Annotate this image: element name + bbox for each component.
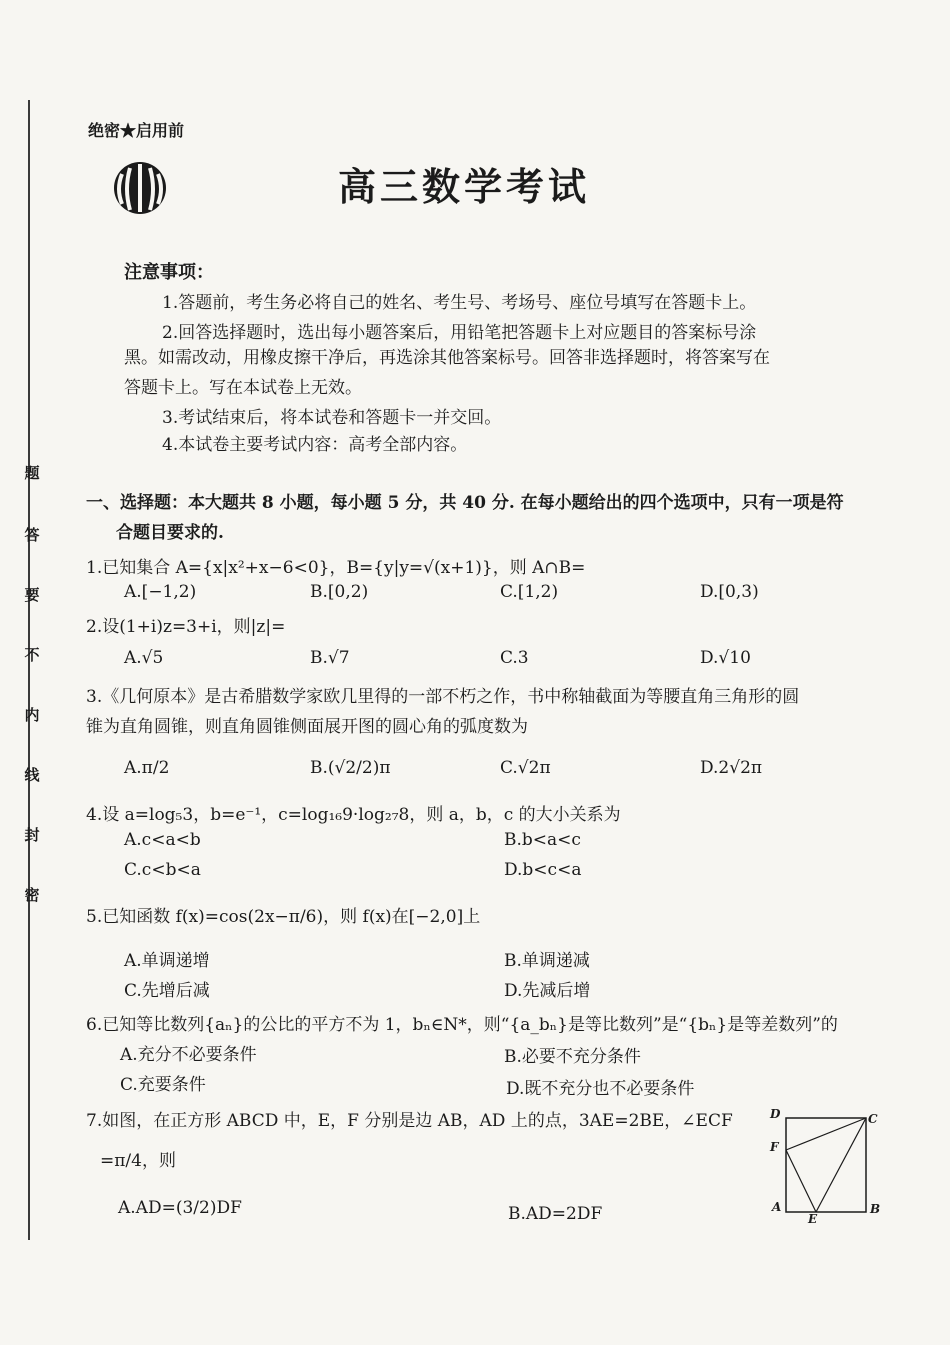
note-item: 1.答题前，考生务必将自己的姓名、考生号、考场号、座位号填写在答题卡上。 bbox=[162, 293, 757, 313]
q4-option-b: B.b<a<c bbox=[504, 830, 581, 850]
q5-option-b: B.单调递减 bbox=[504, 951, 590, 971]
figure-label-e: E bbox=[808, 1212, 818, 1226]
q7-option-a: A.AD=(3/2)DF bbox=[118, 1198, 242, 1218]
q2-option-c: C.3 bbox=[500, 648, 529, 668]
segment-fe bbox=[786, 1150, 816, 1212]
confidential-label: 绝密★启用前 bbox=[88, 121, 185, 140]
question-7-stem-cont: =π/4，则 bbox=[100, 1151, 176, 1171]
q5-option-c: C.先增后减 bbox=[124, 981, 210, 1001]
note-item: 答题卡上。写在本试卷上无效。 bbox=[124, 378, 362, 398]
square-abcd bbox=[786, 1118, 866, 1212]
segment-ec bbox=[816, 1118, 866, 1212]
question-2-stem: 2.设(1+i)z=3+i，则|z|= bbox=[86, 617, 286, 637]
question-3-stem-cont: 锥为直角圆锥，则直角圆锥侧面展开图的圆心角的弧度数为 bbox=[86, 717, 528, 737]
side-char: 线 bbox=[24, 766, 40, 784]
question-3-stem: 3.《几何原本》是古希腊数学家欧几里得的一部不朽之作，书中称轴截面为等腰直角三角形的圆 bbox=[86, 687, 800, 707]
exam-logo-icon bbox=[112, 160, 168, 216]
figure-label-a: A bbox=[772, 1200, 782, 1214]
q3-option-d: D.2√2π bbox=[700, 758, 763, 778]
side-char: 内 bbox=[24, 706, 40, 724]
question-6-stem: 6.已知等比数列{aₙ}的公比的平方不为 1，bₙ∈N*，则“{a_bₙ}是等比数列”是“{bₙ}是等差数列”的 bbox=[86, 1015, 838, 1035]
q3-option-c: C.√2π bbox=[500, 758, 551, 778]
note-item: 3.考试结束后，将本试卷和答题卡一并交回。 bbox=[162, 408, 502, 428]
question-4-stem: 4.设 a=log₅3，b=e⁻¹，c=log₁₆9·log₂₇8，则 a，b，c 的大小关系为 bbox=[86, 805, 621, 825]
side-char: 封 bbox=[24, 826, 40, 844]
q6-option-b: B.必要不充分条件 bbox=[504, 1047, 641, 1067]
figure-label-c: C bbox=[868, 1112, 878, 1126]
q1-option-b: B.[0,2) bbox=[310, 582, 369, 602]
q1-option-a: A.[−1,2) bbox=[124, 582, 197, 602]
q3-option-a: A.π/2 bbox=[124, 758, 170, 778]
q4-option-a: A.c<a<b bbox=[124, 830, 201, 850]
side-char: 密 bbox=[24, 886, 40, 904]
question-7-stem: 7.如图，在正方形 ABCD 中，E，F 分别是边 AB，AD 上的点，3AE=2BE，∠ECF bbox=[86, 1111, 733, 1131]
q3-option-b: B.(√2/2)π bbox=[310, 758, 391, 778]
note-item: 4.本试卷主要考试内容：高考全部内容。 bbox=[162, 435, 468, 455]
section-heading-cont: 合题目要求的. bbox=[116, 523, 224, 543]
side-char: 要 bbox=[24, 586, 40, 604]
q1-option-c: C.[1,2) bbox=[500, 582, 559, 602]
section-heading: 一、选择题：本大题共 8 小题，每小题 5 分，共 40 分. 在每小题给出的四个选项中，只有一项是符 bbox=[86, 493, 844, 513]
note-item: 2.回答选择题时，选出每小题答案后，用铅笔把答题卡上对应题目的答案标号涂 bbox=[162, 323, 757, 343]
segment-fc bbox=[786, 1118, 866, 1150]
figure-label-b: B bbox=[870, 1202, 881, 1216]
q2-option-b: B.√7 bbox=[310, 648, 350, 668]
question-5-stem: 5.已知函数 f(x)=cos(2x−π/6)，则 f(x)在[−2,0]上 bbox=[86, 907, 481, 927]
page-title: 高三数学考试 bbox=[338, 165, 591, 209]
note-item: 黑。如需改动，用橡皮擦干净后，再选涂其他答案标号。回答非选择题时，将答案写在 bbox=[124, 348, 770, 368]
figure-label-d: D bbox=[770, 1107, 781, 1121]
question-1-stem: 1.已知集合 A={x|x²+x−6<0}，B={y|y=√(x+1)}，则 A∩B= bbox=[86, 558, 586, 578]
q1-option-d: D.[0,3) bbox=[700, 582, 759, 602]
q4-option-c: C.c<b<a bbox=[124, 860, 201, 880]
square-figure bbox=[778, 1110, 881, 1220]
q4-option-d: D.b<c<a bbox=[504, 860, 582, 880]
q6-option-d: D.既不充分也不必要条件 bbox=[506, 1079, 695, 1099]
q5-option-a: A.单调递增 bbox=[124, 951, 210, 971]
side-char: 题 bbox=[24, 464, 40, 482]
q5-option-d: D.先减后增 bbox=[504, 981, 591, 1001]
q7-option-b: B.AD=2DF bbox=[508, 1204, 603, 1224]
binding-line bbox=[28, 100, 30, 1240]
q2-option-d: D.√10 bbox=[700, 648, 751, 668]
q6-option-c: C.充要条件 bbox=[120, 1075, 206, 1095]
side-char: 不 bbox=[24, 646, 40, 664]
q6-option-a: A.充分不必要条件 bbox=[120, 1045, 257, 1065]
q2-option-a: A.√5 bbox=[124, 648, 164, 668]
figure-label-f: F bbox=[770, 1140, 779, 1154]
side-char: 答 bbox=[24, 526, 40, 544]
notes-heading: 注意事项： bbox=[124, 262, 214, 283]
